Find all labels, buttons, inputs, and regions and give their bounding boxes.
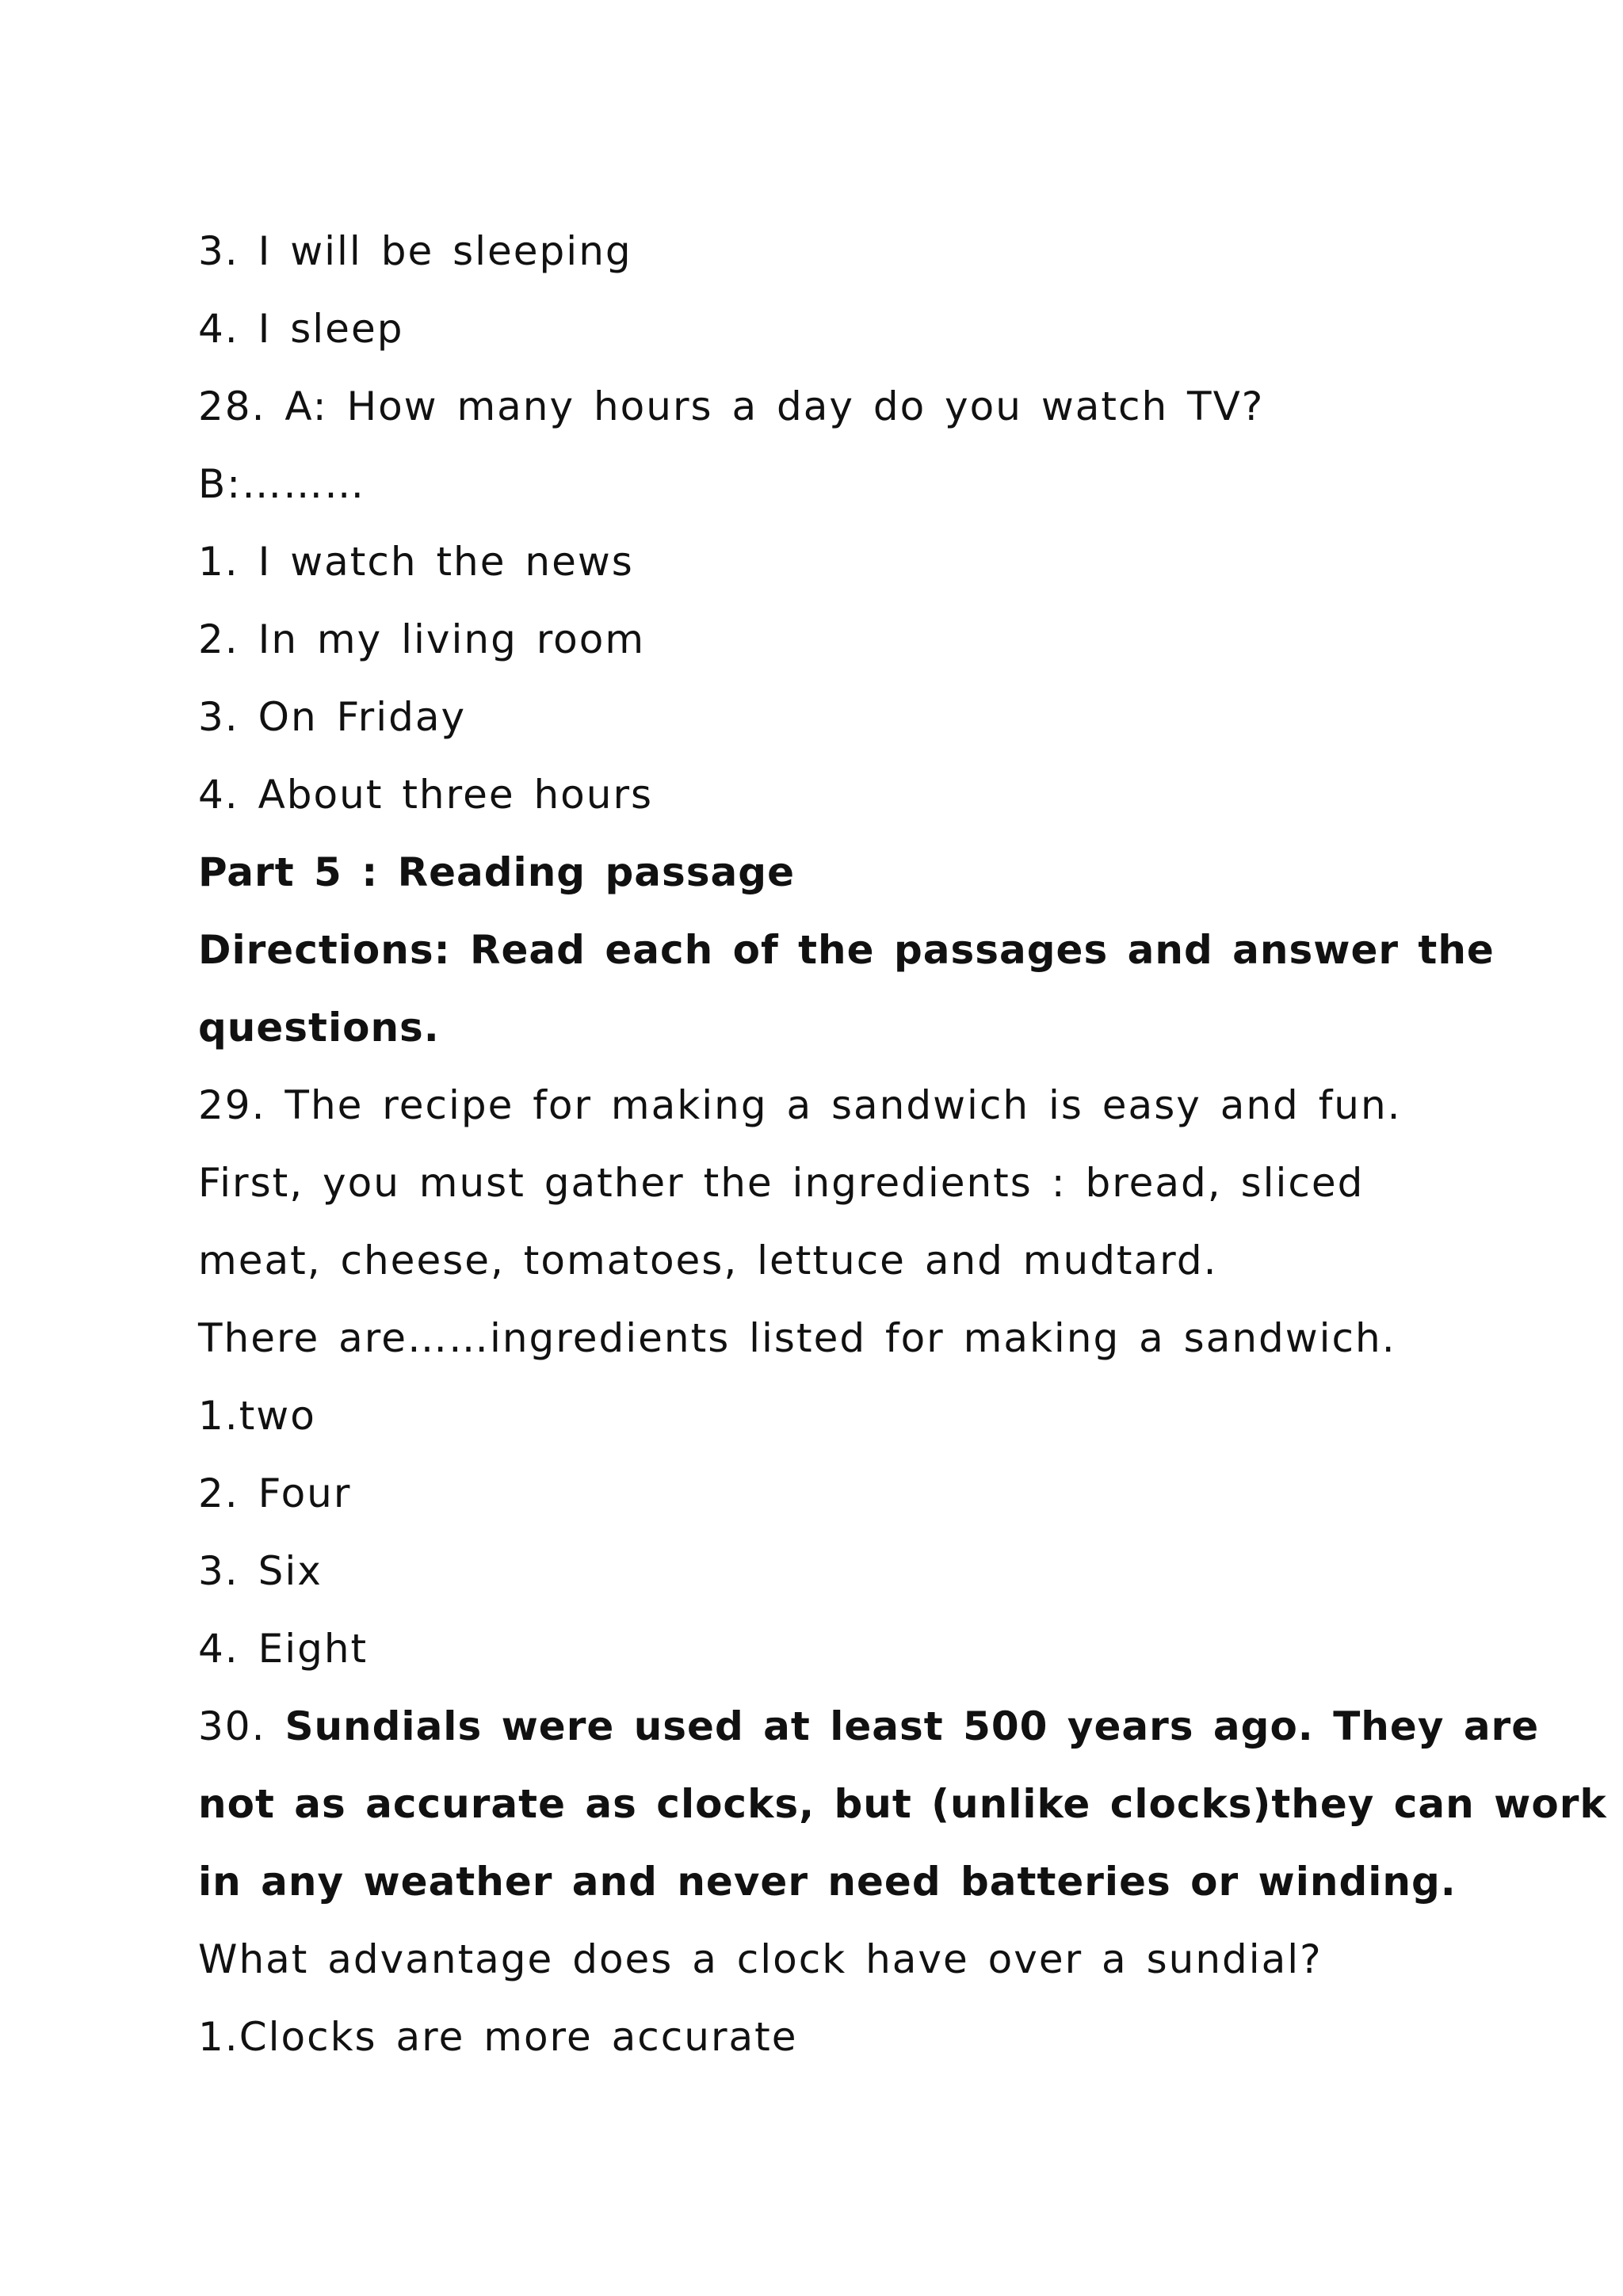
option-4-q29: 4. Eight: [198, 1626, 369, 1672]
question-28: 28. A: How many hours a day do you watch TV?: [198, 383, 1265, 429]
passage-30-line-1: [198, 1688, 1540, 1765]
answer-blank-28: B:………: [198, 461, 366, 507]
option-2-q28: 2. In my living room: [198, 616, 646, 662]
passage-29-line-2: First, you must gather the ingredients : bread, sliced: [198, 1160, 1365, 1206]
question-29: There are……ingredients listed for making a sandwich.: [198, 1315, 1396, 1361]
passage-30-text-1: Sundials were used at least 500 years ago. They are: [285, 1703, 1540, 1749]
passage-30-line-2: not as accurate as clocks, but (unlike clocks)they can work: [198, 1781, 1607, 1827]
option-2-q29: 2. Four: [198, 1470, 352, 1516]
option-1-q29: 1.two: [198, 1393, 316, 1439]
directions-line-2: questions.: [198, 1005, 440, 1051]
directions-line-1: Directions: Read each of the passages and answer the: [198, 927, 1495, 973]
passage-29-line-1: 29. The recipe for making a sandwich is easy and fun.: [198, 1082, 1402, 1128]
document-content: [198, 212, 1607, 2076]
option-3-q28: 3. On Friday: [198, 694, 467, 740]
question-30-number: 30.: [198, 1703, 266, 1749]
passage-30-line-3: in any weather and never need batteries or winding.: [198, 1859, 1457, 1905]
question-30: What advantage does a clock have over a sundial?: [198, 1936, 1323, 1982]
option-1-q28: 1. I watch the news: [198, 539, 634, 585]
option-4-q28: 4. About three hours: [198, 772, 654, 818]
option-3-q27: 3. I will be sleeping: [198, 228, 632, 274]
passage-29-line-3: meat, cheese, tomatoes, lettuce and mudtard.: [198, 1238, 1218, 1283]
option-4-q27: 4. I sleep: [198, 306, 404, 352]
section-heading: Part 5 : Reading passage: [198, 849, 795, 895]
option-3-q29: 3. Six: [198, 1548, 323, 1594]
option-1-q30: 1.Clocks are more accurate: [198, 2014, 798, 2060]
